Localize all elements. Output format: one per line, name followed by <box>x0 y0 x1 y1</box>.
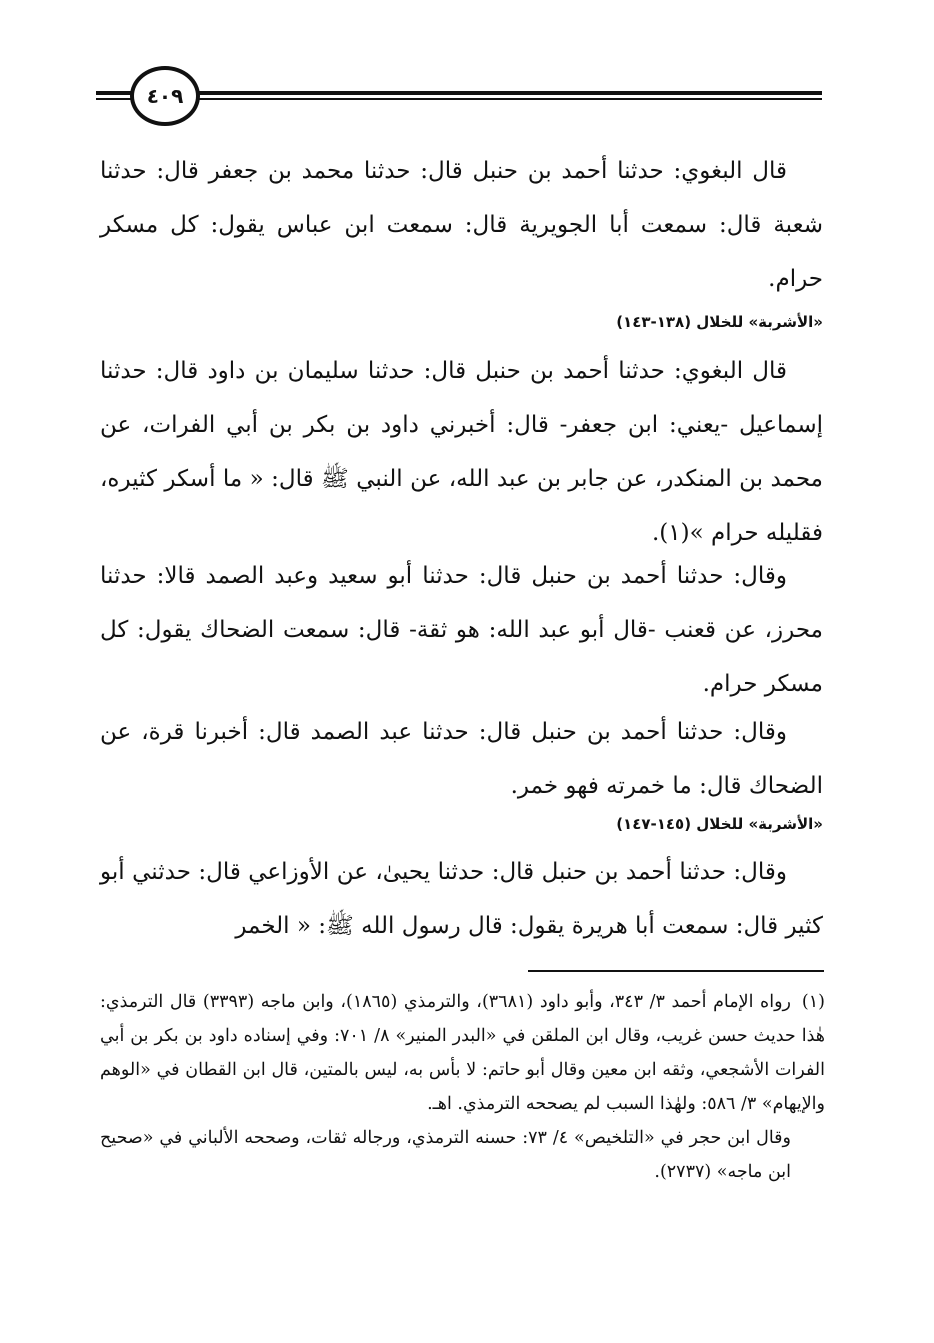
footnote-1-continuation: وقال ابن حجر في «التلخيص» ٤/ ٧٣: حسنه الترمذي، ورجاله ثقات، وصححه الألباني في «صحيح ابن ماجه» (٢٧٣٧). <box>100 1128 791 1182</box>
source-citation-1: «الأشربة» للخلال (١٣٨-١٤٣) <box>616 313 823 331</box>
footnote-1 <box>100 985 825 1121</box>
footnote-separator <box>528 970 824 972</box>
paragraph-4-text: وقال: حدثنا أحمد بن حنبل قال: حدثنا عبد الصمد قال: أخبرنا قرة، عن الضحاك قال: ما خمرته فهو خمر. <box>100 719 823 799</box>
header-rule-thin <box>96 98 822 100</box>
footnotes <box>100 985 825 1189</box>
paragraph-2-text: قال البغوي: حدثنا أحمد بن حنبل قال: حدثنا سليمان بن داود قال: حدثنا إسماعيل -يعني: ابن جعفر- قال: أخبرني داود بن بكر بن أبي الفرات، عن محمد بن المنكدر، عن جابر بن عبد الله، عن النبي ﷺ قال: « ما أسكر كثيره، فقليله حرام »(١). <box>100 358 823 546</box>
paragraph-3-text: وقال: حدثنا أحمد بن حنبل قال: حدثنا أبو سعيد وعبد الصمد قالا: حدثنا محرز، عن قعنب -قال أبو عبد الله: هو ثقة- قال: سمعت الضحاك يقول: كل مسكر حرام. <box>100 563 823 697</box>
page-number: ٤٠٩ <box>146 84 184 108</box>
paragraph-5 <box>100 845 823 953</box>
paragraph-3 <box>100 549 823 711</box>
paragraph-5-text: وقال: حدثنا أحمد بن حنبل قال: حدثنا يحيىٰ، عن الأوزاعي قال: حدثني أبو كثير قال: سمعت أبا هريرة يقول: قال رسول الله ﷺ: « الخمر <box>100 859 823 939</box>
paragraph-4 <box>100 705 823 813</box>
paragraph-1 <box>100 144 823 306</box>
footnote-1-text: رواه الإمام أحمد ٣/ ٣٤٣، وأبو داود (٣٦٨١)، والترمذي (١٨٦٥)، وابن ماجه (٣٣٩٣) قال الترمذي: هٰذا حديث حسن غريب، وقال ابن الملقن في «البدر المنير» ٨/ ٧٠١: وفي إسناده داود بن بكر بن أبي الفرات الأشجعي، وثقه ابن معين وقال أبو حاتم: لا بأس به، ليس بالمتين، قال ابن القطان في «الوهم والإيهام» ٣/ ٥٨٦: ولهٰذا السبب لم يصححه الترمذي. اهـ. <box>100 992 825 1114</box>
footnote-1-number: (١) <box>801 992 825 1012</box>
source-citation-2: «الأشربة» للخلال (١٤٥-١٤٧) <box>616 815 823 833</box>
header-rule <box>96 91 822 101</box>
paragraph-2 <box>100 344 823 560</box>
page-number-badge <box>130 66 200 126</box>
paragraph-1-text: قال البغوي: حدثنا أحمد بن حنبل قال: حدثنا محمد بن جعفر قال: حدثنا شعبة قال: سمعت أبا الجويرية قال: سمعت ابن عباس يقول: كل مسكر حرام. <box>100 158 823 292</box>
header-rule-thick <box>96 91 822 95</box>
